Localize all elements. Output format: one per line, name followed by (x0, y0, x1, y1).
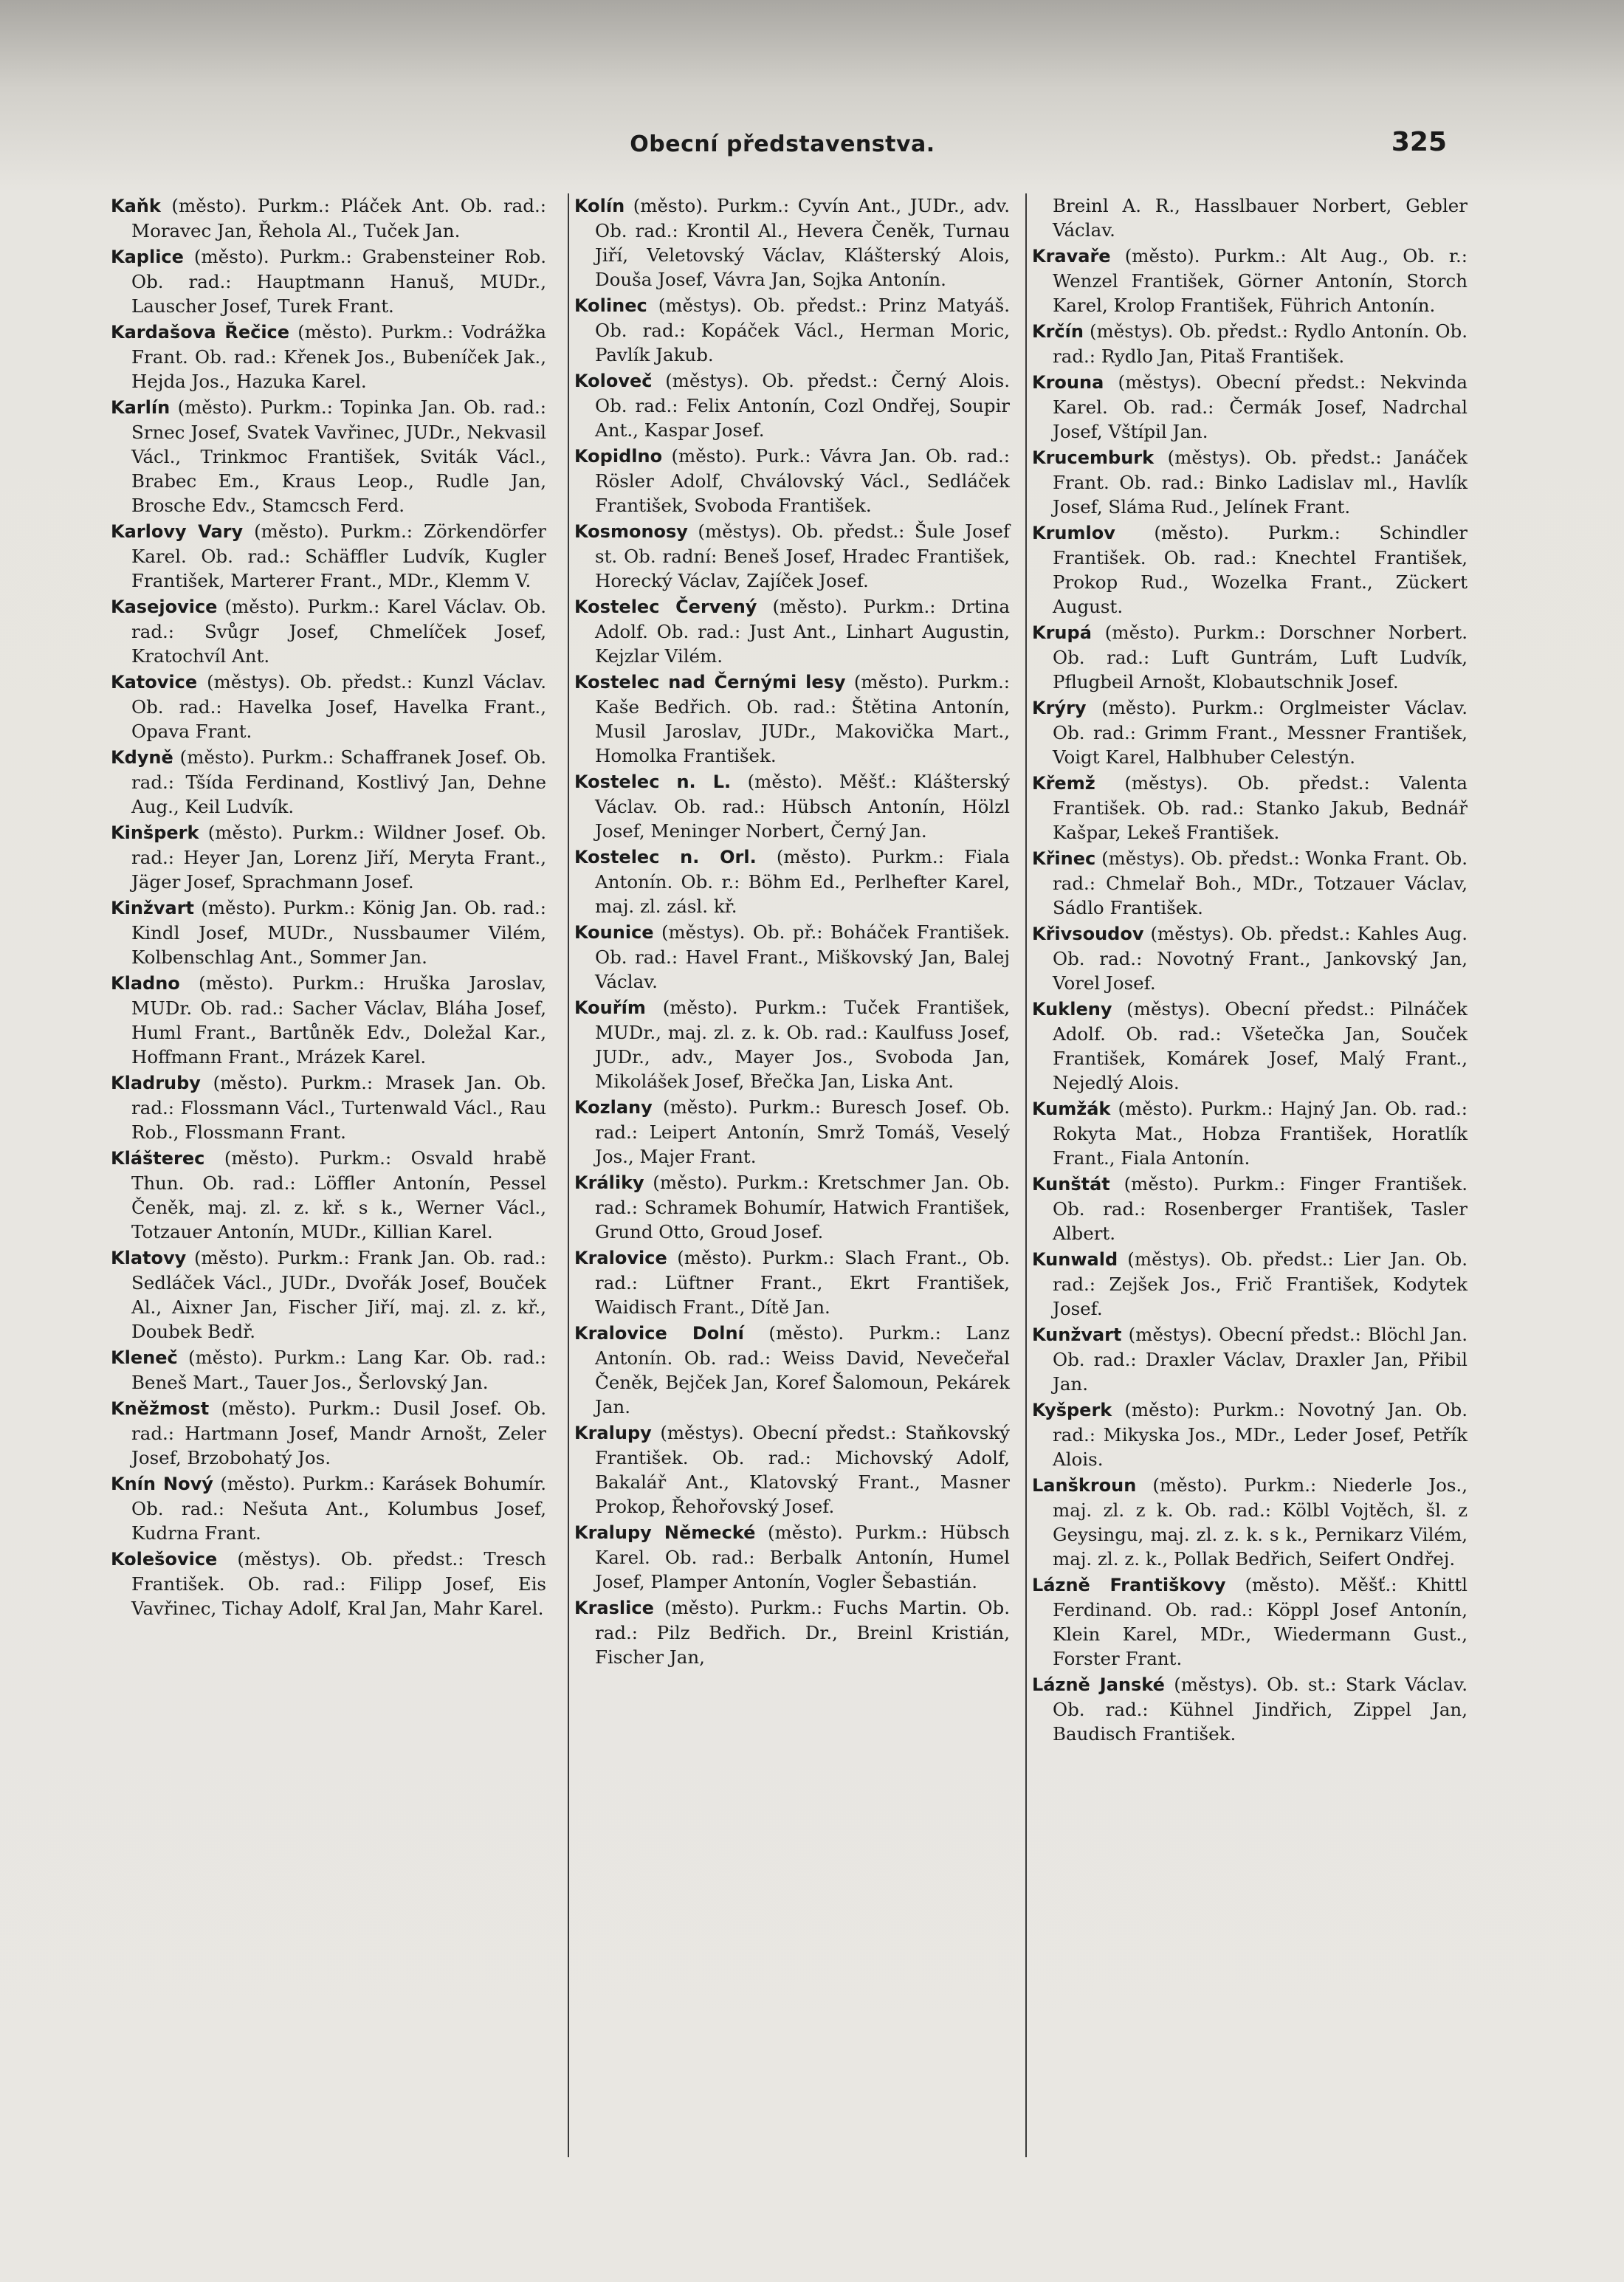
directory-entry (1032, 771, 1468, 845)
entry-text: (městys). Ob. př.: Boháček František. Ob. rad.: Havel Frant., Miškovský Jan, Balej Václav. (595, 921, 1010, 992)
town-name: Kaplice (111, 247, 184, 267)
directory-entry (574, 1321, 1010, 1419)
entry-text: (město). Purkm.: Niederle Jos., maj. zl. z k. Ob. rad.: Kölbl Vojtěch, šl. z Geysingu, maj. zl. z. k. s k., Pernikarz Vilém, maj. zl. z. k., Pollak Bedřich, Seifert Ondřej. (1053, 1474, 1468, 1570)
entry-text: (městys). Ob. předst.: Černý Alois. Ob. rad.: Felix Antonín, Cozl Ondřej, Soupir Ant., Kaspar Josef. (595, 370, 1010, 441)
running-title: Obecní představenstva. (630, 131, 935, 157)
town-name: Kasejovice (111, 597, 218, 617)
town-name: Lázně Františkovy (1032, 1575, 1226, 1595)
column-2 (574, 193, 1010, 1671)
directory-entry (574, 594, 1010, 668)
page-number: 325 (1391, 127, 1447, 157)
entry-text: (město). Purkm.: Karel Václav. Ob. rad.: Svůgr Josef, Chmelíček Josef, Kratochvíl Ant. (131, 596, 546, 667)
town-name: Krouna (1032, 372, 1104, 393)
directory-entry (111, 395, 546, 518)
entry-text: (město). Purk.: Vávra Jan. Ob. rad.: Rösler Adolf, Chválovský Václ., Sedláček František, Svoboda František. (595, 445, 1010, 516)
directory-entry (111, 820, 546, 894)
directory-entry (111, 320, 546, 393)
directory-entry (574, 769, 1010, 843)
town-name: Lanškroun (1032, 1475, 1137, 1496)
directory-entry (1032, 1247, 1468, 1321)
town-name: Kouřím (574, 997, 646, 1018)
town-name: Kraslice (574, 1598, 654, 1618)
town-name: Kladno (111, 973, 180, 994)
directory-entry (1032, 193, 1468, 242)
directory-entry (1032, 921, 1468, 995)
directory-entry (111, 1245, 546, 1344)
entry-text: (město). Purkm.: Lang Kar. Ob. rad.: Beneš Mart., Tauer Jos., Šerlovský Jan. (131, 1347, 546, 1393)
entry-text: (město). Purkm.: Fiala Antonín. Ob. r.: Böhm Ed., Perlhefter Karel, maj. zl. zásl. kř. (595, 846, 1010, 917)
entry-text: (městys). Ob. předst.: Janáček Frant. Ob. rad.: Binko Ladislav ml., Havlík Josef, Sláma Rud., Jelínek Frant. (1053, 447, 1468, 518)
column-3 (1032, 193, 1468, 1747)
directory-entry (1032, 1672, 1468, 1746)
entry-text: (městys). Ob. předst.: Prinz Matyáš. Ob. rad.: Kopáček Václ., Herman Moric, Pavlík Jakub. (595, 295, 1010, 365)
town-name: Kostelec Červený (574, 597, 757, 617)
town-name: Krupá (1032, 622, 1092, 643)
entry-text: (město). Purkm.: Osvald hrabě Thun. Ob. rad.: Löffler Antonín, Pessel Čeněk, maj. zl. z. kř. s k., Werner Václ., Totzauer Antonín, MUDr., Killian Karel. (131, 1147, 546, 1243)
entry-text: (město). Purkm.: Topinka Jan. Ob. rad.: Srnec Josef, Svatek Vavřinec, JUDr., Nekvasil Václ., Trinkmoc František, Sviták Václ., Brabec Em., Kraus Leop., Rudle Jan, Brosche Edv., Stamcsch Ferd. (131, 396, 546, 516)
directory-entry (111, 1471, 546, 1545)
town-name: Křinec (1032, 848, 1096, 869)
directory-entry (574, 920, 1010, 994)
town-name: Kostelec n. L. (574, 771, 732, 792)
entry-text: (město). Měšť.: Klášterský Václav. Ob. rad.: Hübsch Antonín, Hölzl Josef, Meninger Norbert, Černý Jan. (595, 771, 1010, 842)
directory-entry (1032, 244, 1468, 317)
directory-entry (1032, 997, 1468, 1095)
directory-entry (1032, 370, 1468, 444)
entry-text: (město): Purkm.: Novotný Jan. Ob. rad.: Mikyska Jos., MDr., Leder Josef, Petřík Alois. (1053, 1399, 1468, 1470)
town-name: Kukleny (1032, 999, 1112, 1020)
directory-entry (1032, 520, 1468, 619)
town-name: Kralupy Německé (574, 1522, 756, 1543)
town-name: Kunštát (1032, 1174, 1110, 1195)
town-name: Karlovy Vary (111, 521, 244, 542)
entry-text: (město). Purkm.: Finger František. Ob. rad.: Rosenberger František, Tasler Albert. (1053, 1173, 1468, 1244)
town-name: Krčín (1032, 321, 1084, 342)
directory-entry (111, 1547, 546, 1621)
entry-text: (městys). Obecní předst.: Pilnáček Adolf. Ob. rad.: Všetečka Jan, Souček František, Komárek Josef, Malý Frant., Nejedlý Alois. (1053, 998, 1468, 1093)
column-divider (1025, 193, 1027, 2157)
town-name: Kumžák (1032, 1099, 1111, 1119)
town-name: Krucemburk (1032, 447, 1155, 468)
directory-entry (574, 1595, 1010, 1669)
entry-text: (město). Purkm.: Fuchs Martin. Ob. rad.: Pilz Bedřich. Dr., Breinl Kristián, Fischer Jan, (595, 1597, 1010, 1668)
town-name: Kravaře (1032, 246, 1111, 267)
town-name: Kunwald (1032, 1249, 1118, 1270)
town-name: Kladruby (111, 1073, 201, 1093)
town-name: Krumlov (1032, 523, 1115, 543)
town-name: Knín Nový (111, 1474, 213, 1494)
entry-text: (město). Purkm.: Slach Frant., Ob. rad.: Lüftner Frant., Ekrt František, Waidisch Frant., Dítě Jan. (595, 1247, 1010, 1318)
town-name: Křemž (1032, 773, 1095, 794)
entry-text: (město). Purkm.: König Jan. Ob. rad.: Kindl Josef, MUDr., Nussbaumer Vilém, Kolbenschlag Ant., Sommer Jan. (131, 897, 546, 968)
entry-text: (město). Purkm.: Schindler František. Ob. rad.: Knechtel František, Prokop Rud., Wozelka Frant., Zückert August. (1053, 522, 1468, 617)
directory-entry (574, 995, 1010, 1093)
column-divider (568, 193, 569, 2157)
entry-text: (město). Purkm.: Alt Aug., Ob. r.: Wenzel František, Görner Antonín, Storch Karel, Krolop František, Führich Antonín. (1053, 245, 1468, 316)
directory-entry (111, 594, 546, 668)
directory-entry (574, 368, 1010, 442)
directory-entry (574, 1520, 1010, 1594)
directory-entry (574, 519, 1010, 593)
entry-text: (město). Purkm.: Orglmeister Václav. Ob. rad.: Grimm Frant., Messner František, Voigt Karel, Halbhuber Celestýn. (1053, 697, 1468, 768)
entry-text: (městys). Ob. předst.: Rydlo Antonín. Ob. rad.: Rydlo Jan, Pitaš František. (1053, 320, 1468, 367)
entry-text: (město). Purkm.: Buresch Josef. Ob. rad.: Leipert Antonín, Smrž Tomáš, Veselý Jos., Majer Frant. (595, 1096, 1010, 1167)
directory-entry (111, 193, 546, 243)
town-name: Kněžmost (111, 1398, 210, 1419)
entry-text: (město). Purkm.: Schaffranek Josef. Ob. rad.: Tšída Ferdinand, Kostlivý Jan, Dehne Aug., Keil Ludvík. (131, 746, 546, 817)
directory-entry (574, 670, 1010, 768)
entry-text: (městys). Obecní předst.: Staňkovský František. Ob. rad.: Michovský Adolf, Bakalář Ant., Klatovský Frant., Masner Prokop, Řehořovský Josef. (595, 1422, 1010, 1517)
page-header (118, 127, 1447, 176)
directory-entry (111, 670, 546, 743)
directory-entry (111, 519, 546, 593)
town-name: Kralupy (574, 1423, 652, 1443)
entry-text: (město). Purkm.: Tuček František, MUDr., maj. zl. z. k. Ob. rad.: Kaulfuss Josef, JUDr., adv., Mayer Jos., Svoboda Jan, Mikolášek Josef, Břečka Jan, Liska Ant. (595, 997, 1010, 1092)
directory-entry (111, 1070, 546, 1144)
entry-text: (městys). Obecní předst.: Blöchl Jan. Ob. rad.: Draxler Václav, Draxler Jan, Přibil Jan. (1053, 1324, 1468, 1395)
directory-entry (111, 896, 546, 969)
town-name: Kinšperk (111, 822, 199, 843)
town-name: Kolinec (574, 295, 647, 316)
entry-text: (město). Měšť.: Khittl Ferdinand. Ob. rad.: Köppl Josef Antonín, Klein Karel, MDr., Wiedermann Gust., Forster Frant. (1053, 1574, 1468, 1669)
directory-entry (1032, 1172, 1468, 1245)
entry-text: (městys). Ob. st.: Stark Václav. Ob. rad.: Kühnel Jindřich, Zippel Jan, Baudisch František. (1053, 1674, 1468, 1745)
directory-entry (111, 745, 546, 819)
town-name: Karlín (111, 397, 171, 418)
town-name: Kardašova Řečice (111, 322, 290, 343)
directory-entry (111, 1396, 546, 1470)
directory-entry (1032, 620, 1468, 694)
directory-entry (1032, 846, 1468, 920)
directory-entry (574, 1170, 1010, 1244)
town-name: Křivsoudov (1032, 924, 1144, 944)
entry-text: (městys). Obecní předst.: Nekvinda Karel. Ob. rad.: Čermák Josef, Nadrchal Josef, Vštípil Jan. (1053, 371, 1468, 442)
directory-entry (111, 1345, 546, 1395)
town-name: Kopidlno (574, 446, 663, 467)
entry-text: (město). Purkm.: Frank Jan. Ob. rad.: Sedláček Václ., JUDr., Dvořák Josef, Bouček Al., Aixner Jan, Fischer Jiří, maj. zl. z. kř., Doubek Bedř. (131, 1247, 546, 1342)
town-name: Kaňk (111, 196, 161, 216)
entry-text: (město). Purkm.: Cyvín Ant., JUDr., adv. Ob. rad.: Krontil Al., Hevera Čeněk, Turnau Jiří, Veletovský Václav, Klášterský Alois, Douša Josef, Vávra Jan, Sojka Antonín. (595, 195, 1010, 290)
town-name: Kozlany (574, 1097, 653, 1118)
directory-entry (1032, 1322, 1468, 1396)
entry-text: (město). Purkm.: Dorschner Norbert. Ob. rad.: Luft Guntrám, Luft Ludvík, Pflugbeil Arnošt, Klobautschnik Josef. (1053, 622, 1468, 692)
town-name: Kunžvart (1032, 1324, 1122, 1345)
directory-entry (574, 444, 1010, 518)
entry-text: (město). Purkm.: Zörkendörfer Karel. Ob. rad.: Schäffler Ludvík, Kugler František, Marterer Frant., MDr., Klemm V. (131, 520, 546, 591)
directory-entry (1032, 695, 1468, 769)
town-name: Katovice (111, 672, 198, 692)
town-name: Koloveč (574, 371, 653, 391)
town-name: Klášterec (111, 1148, 205, 1169)
entry-text: (město). Purkm.: Pláček Ant. Ob. rad.: Moravec Jan, Řehola Al., Tuček Jan. (131, 195, 546, 241)
entry-text: (město). Purkm.: Kretschmer Jan. Ob. rad.: Schramek Bohumír, Hatwich František, Grund Otto, Groud Josef. (595, 1172, 1010, 1243)
town-name: Kleneč (111, 1347, 178, 1368)
entry-text: (město). Purkm.: Kaše Bedřich. Ob. rad.: Štětina Antonín, Musil Jaroslav, JUDr., Makovička Mart., Homolka František. (595, 671, 1010, 766)
column-1 (111, 193, 546, 1622)
directory-entry (111, 971, 546, 1069)
town-name: Krýry (1032, 698, 1087, 718)
directory-entry (574, 1420, 1010, 1519)
directory-entry (1032, 1573, 1468, 1671)
entry-text: (město). Purkm.: Karásek Bohumír. Ob. rad.: Nešuta Ant., Kolumbus Josef, Kudrna Frant. (131, 1473, 547, 1544)
directory-entry (574, 1095, 1010, 1169)
entry-text: (městys). Ob. předst.: Kunzl Václav. Ob. rad.: Havelka Josef, Havelka Frant., Opava Frant. (131, 671, 546, 742)
town-name: Klatovy (111, 1248, 187, 1268)
directory-entry (574, 1245, 1010, 1319)
town-name: Kralovice Dolní (574, 1323, 744, 1344)
directory-entry (1032, 319, 1468, 368)
town-name: Kostelec nad Černými lesy (574, 672, 846, 692)
town-name: Kostelec n. Orl. (574, 847, 757, 867)
entry-text: (městys). Ob. předst.: Kahles Aug. Ob. rad.: Novotný Frant., Jankovský Jan, Vorel Josef. (1053, 923, 1468, 994)
town-name: Kralovice (574, 1248, 667, 1268)
entry-text: (městys). Ob. předst.: Tresch František. Ob. rad.: Filipp Josef, Eis Vavřinec, Tichay Adolf, Kral Jan, Mahr Karel. (131, 1548, 546, 1619)
town-name: Kounice (574, 922, 654, 943)
directory-entry (1032, 1096, 1468, 1170)
entry-text: (město). Purkm.: Lanz Antonín. Ob. rad.: Weiss David, Nevečeřal Čeněk, Bejček Jan, Koref Šalomoun, Pekárek Jan. (595, 1322, 1010, 1417)
directory-entry (1032, 445, 1468, 519)
entry-text: (město). Purkm.: Mrasek Jan. Ob. rad.: Flossmann Václ., Turtenwald Václ., Rau Rob., Flossmann Frant. (131, 1072, 546, 1143)
entry-text: (město). Purkm.: Grabensteiner Rob. Ob. rad.: Hauptmann Hanuš, MUDr., Lauscher Josef, Turek Frant. (131, 246, 546, 317)
entry-text: (město). Purkm.: Wildner Josef. Ob. rad.: Heyer Jan, Lorenz Jiří, Meryta Frant., Jäger Josef, Sprachmann Josef. (131, 822, 546, 893)
entry-text: (městys). Ob. předst.: Wonka Frant. Ob. rad.: Chmelař Boh., MDr., Totzauer Václav, Sádlo František. (1053, 848, 1468, 918)
directory-entry (574, 193, 1010, 292)
entry-text: (město). Purkm.: Hruška Jaroslav, MUDr. Ob. rad.: Sacher Václav, Bláha Josef, Huml Frant., Bartůněk Edv., Doležal Kar., Hoffmann Frant., Mrázek Karel. (131, 972, 546, 1068)
town-name: Kolín (574, 196, 625, 216)
directory-entry (1032, 1398, 1468, 1471)
directory-entry (574, 845, 1010, 918)
directory-entry (1032, 1473, 1468, 1571)
entry-text: (město). Purkm.: Dusil Josef. Ob. rad.: Hartmann Josef, Mandr Arnošt, Zeler Josef, Brzobohatý Jos. (131, 1398, 546, 1468)
town-name: Kosmonosy (574, 521, 688, 542)
directory-entry (111, 1146, 546, 1244)
town-name: Králiky (574, 1172, 644, 1193)
town-name: Kdyně (111, 747, 173, 768)
directory-entry (111, 244, 546, 318)
entry-text: (město). Purkm.: Hajný Jan. Ob. rad.: Rokyta Mat., Hobza František, Horatlík Frant., Fiala Antonín. (1053, 1098, 1468, 1169)
entry-text: Breinl A. R., Hasslbauer Norbert, Gebler Václav. (1053, 195, 1468, 241)
town-name: Lázně Janské (1032, 1674, 1165, 1695)
entry-text: (město). Purkm.: Hübsch Karel. Ob. rad.: Berbalk Antonín, Humel Josef, Plamper Antonín, Vogler Šebastián. (595, 1522, 1010, 1592)
town-name: Kolešovice (111, 1549, 218, 1570)
entry-text: (městys). Ob. předst.: Šule Josef st. Ob. radní: Beneš Josef, Hradec František, Horecký Václav, Zajíček Josef. (595, 520, 1010, 591)
town-name: Kinžvart (111, 898, 195, 918)
entry-text: (město). Purkm.: Drtina Adolf. Ob. rad.: Just Ant., Linhart Augustin, Kejzlar Vilém. (595, 596, 1010, 667)
town-name: Kyšperk (1032, 1400, 1112, 1420)
entry-text: (městys). Ob. předst.: Lier Jan. Ob. rad.: Zejšek Jos., Frič František, Kodytek Josef. (1053, 1248, 1468, 1319)
directory-entry (574, 293, 1010, 367)
entry-text: (město). Purkm.: Vodrážka Frant. Ob. rad.: Křenek Jos., Bubeníček Jak., Hejda Jos., Hazuka Karel. (131, 321, 546, 392)
entry-text: (městys). Ob. předst.: Valenta František. Ob. rad.: Stanko Jakub, Bednář Kašpar, Lekeš František. (1053, 772, 1468, 843)
